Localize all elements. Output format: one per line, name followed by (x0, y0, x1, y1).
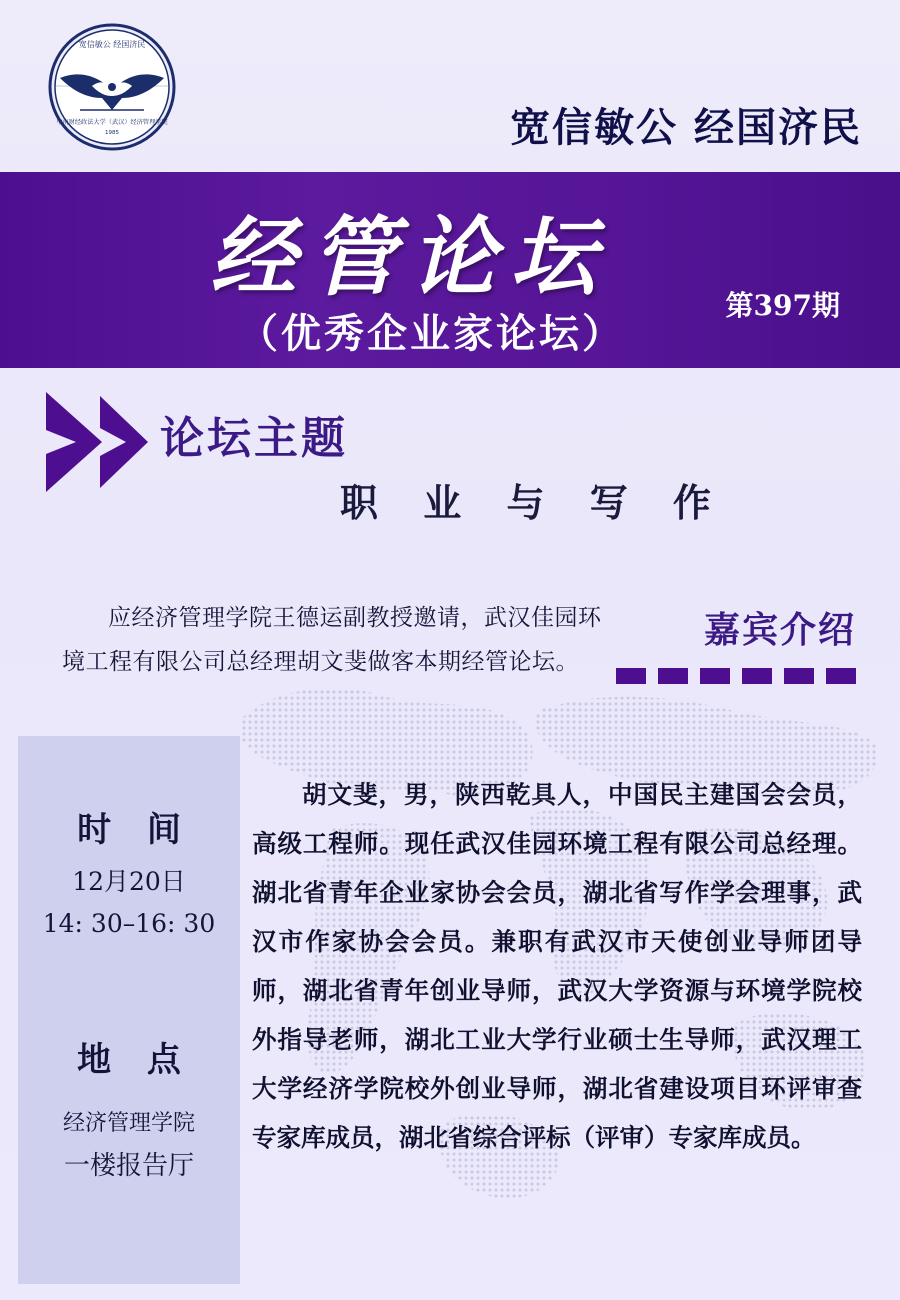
banner (0, 172, 900, 368)
time-label: 时 间 (77, 810, 193, 850)
svg-text:1985: 1985 (105, 130, 119, 136)
dash-segment (826, 668, 856, 684)
place-value-line1: 经济管理学院 (62, 1111, 195, 1136)
place-label: 地 点 (77, 1040, 193, 1080)
dash-segment (616, 668, 646, 684)
dashed-divider (616, 668, 856, 684)
dash-segment (784, 668, 814, 684)
time-range-value: 14: 30–16: 30 (42, 909, 216, 938)
dash-segment (700, 668, 730, 684)
double-chevron-right-icon (44, 390, 164, 498)
banner-issue-number: 第397期 (725, 289, 840, 322)
eagle-emblem-logo (40, 14, 184, 160)
theme-label: 论坛主题 (160, 413, 348, 464)
header-slogan: 宽信敏公 经国济民 (510, 104, 862, 151)
theme-value: 职 业 与 写 作 (340, 480, 727, 525)
guest-intro-heading: 嘉宾介绍 (703, 609, 856, 651)
place-value-line2: 一楼报告厅 (63, 1151, 194, 1181)
intro-paragraph: 应经济管理学院王德运副教授邀请，武汉佳园环境工程有限公司总经理胡文斐做客本期经管论坛。 (62, 605, 602, 675)
guest-intro-body: 胡文斐，男，陕西乾具人，中国民主建国会会员，高级工程师。现任武汉佳园环境工程有限公司总经理。湖北省青年企业家协会会员，湖北省写作学会理事，武汉市作家协会会员。兼职有武汉市天使创业导师团导师，湖北省青年创业导师，武汉大学资源与环境学院校外指导老师，湖北工业大学行业硕士生导师，武汉理工大学经济学院校外创业导师，湖北省建设项目环评审查专家库成员，湖北省综合评标（评审）专家库成员。 (252, 780, 862, 1152)
banner-subtitle: （优秀企业家论坛） (238, 310, 625, 357)
theme-row (0, 382, 900, 542)
poster-header (0, 0, 900, 172)
svg-text:中南财经政法大学（武汉）经济管理学院: 中南财经政法大学（武汉）经济管理学院 (56, 119, 168, 126)
dash-segment (742, 668, 772, 684)
dash-segment (658, 668, 688, 684)
svg-text:宽信敏公 经国济民: 宽信敏公 经国济民 (78, 40, 146, 49)
banner-title: 经管论坛 (210, 207, 610, 308)
time-date-value: 12月20日 (72, 867, 186, 896)
event-info-panel (18, 736, 240, 1284)
